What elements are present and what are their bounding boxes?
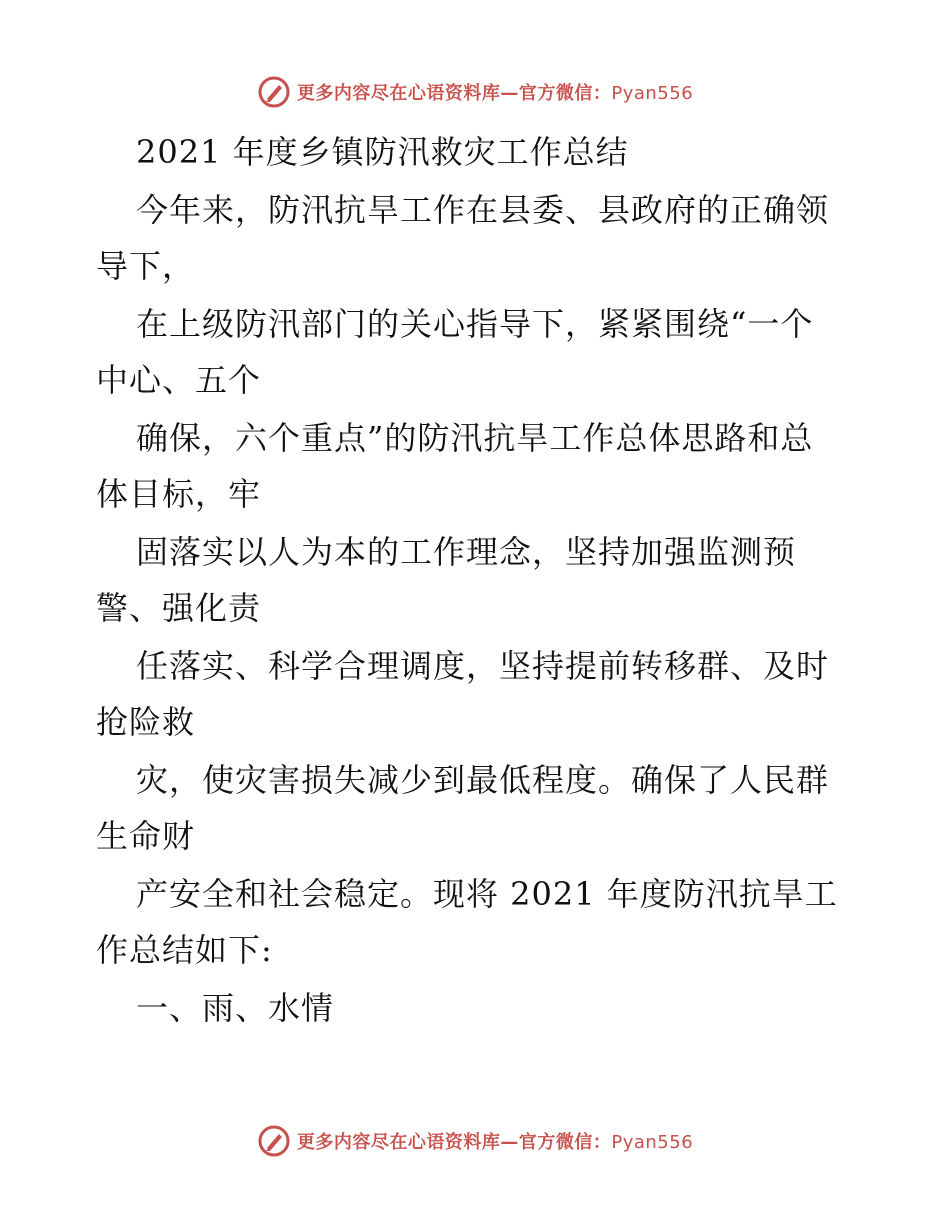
paragraph-line: 警、强化责 [96, 589, 262, 627]
watermark-text: 更多内容尽在心语资料库—官方微信：Pyan556 [296, 1132, 694, 1153]
paragraph-line: 在上级防汛部门的关心指导下，紧紧围绕“一个 [136, 305, 814, 343]
paragraph-line: 导下， [96, 247, 196, 285]
paragraph-line: 固落实以人为本的工作理念，坚持加强监测预 [136, 533, 797, 571]
pen-seal-logo-icon [257, 75, 291, 109]
paragraph-line: 产安全和社会稳定。现将 2021 年度防汛抗旱工 [136, 875, 838, 913]
document-body [96, 124, 856, 1036]
paragraph-line: 灾，使灾害损失减少到最低程度。确保了人民群 [136, 761, 830, 799]
paragraph-line: 生命财 [96, 817, 196, 855]
paragraph-line: 体目标，牢 [96, 475, 262, 513]
paragraph-line: 今年来，防汛抗旱工作在县委、县政府的正确领 [136, 191, 830, 229]
paragraph-line: 任落实、科学合理调度，坚持提前转移群、及时 [136, 647, 830, 685]
paragraph-line: 中心、五个 [96, 361, 262, 399]
watermark-text: 更多内容尽在心语资料库—官方微信：Pyan556 [296, 83, 694, 104]
pen-seal-logo-icon [257, 1124, 291, 1158]
document-title: 2021 年度乡镇防汛救灾工作总结 [136, 133, 629, 171]
section-heading: 一、雨、水情 [136, 989, 335, 1027]
paragraph-line: 作总结如下: [96, 931, 273, 969]
paragraph-line: 抢险救 [96, 703, 196, 741]
header-watermark [0, 72, 950, 112]
footer-watermark [0, 1121, 950, 1161]
paragraph-line: 确保，六个重点”的防汛抗旱工作总体思路和总 [136, 419, 814, 457]
